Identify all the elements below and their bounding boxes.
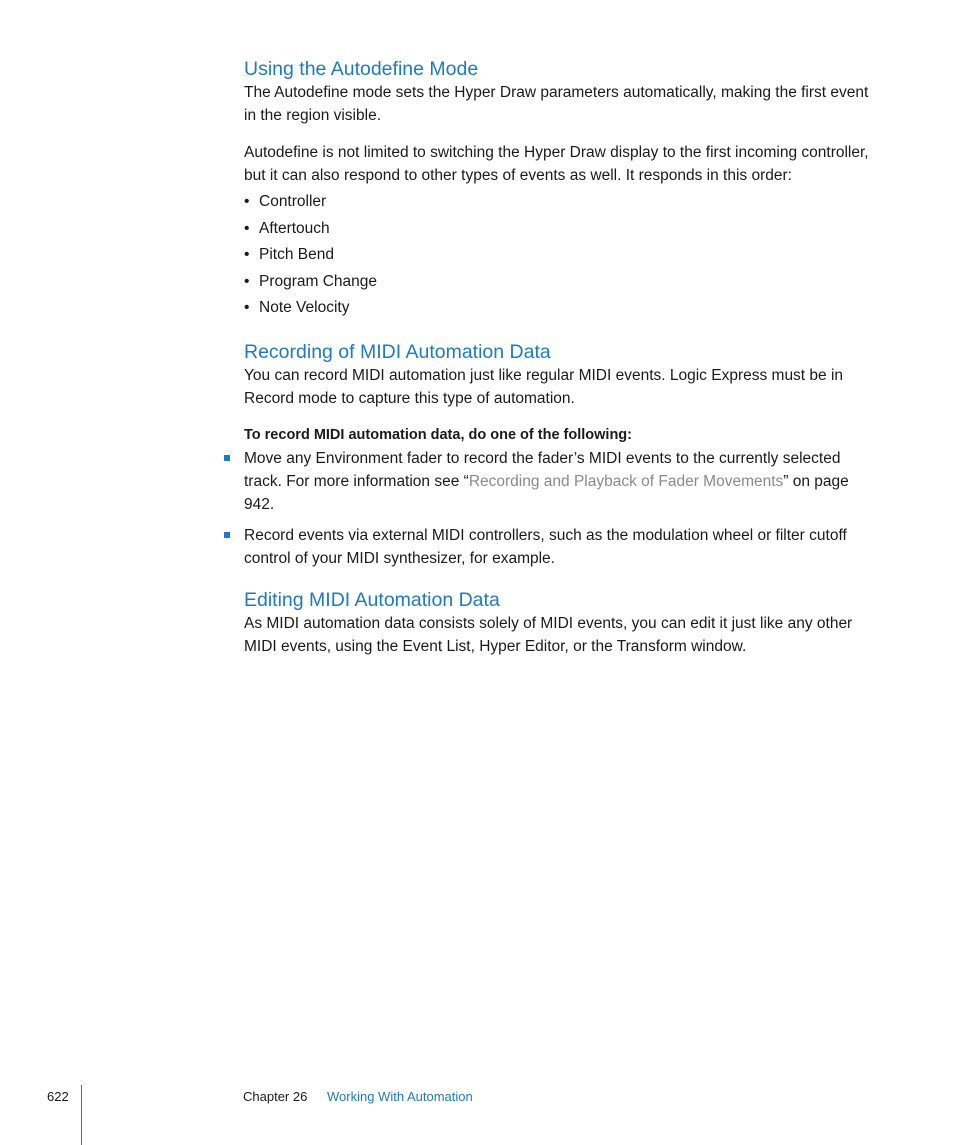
- bullet-list: [244, 189, 874, 322]
- list-item: Record events via external MIDI controllers, such as the modulation wheel or filter cutoff control of your MIDI synthesizer, for example.: [244, 524, 874, 570]
- footer-divider: [81, 1085, 82, 1145]
- square-bullet-icon: [224, 532, 230, 538]
- section-heading-editing: Editing MIDI Automation Data: [244, 588, 500, 611]
- page-number: 622: [47, 1089, 69, 1104]
- footer-chapter: Chapter 26: [243, 1089, 308, 1104]
- cross-reference-link[interactable]: Recording and Playback of Fader Movements: [468, 472, 784, 490]
- paragraph: As MIDI automation data consists solely of MIDI events, you can edit it just like any other MIDI events, using the Event List, Hyper Editor, or the Transform window.: [244, 614, 853, 655]
- page-content: [244, 57, 874, 658]
- section-heading-autodefine: Using the Autodefine Mode: [244, 58, 479, 80]
- list-item: • Note Velocity: [244, 299, 350, 316]
- footer-chapter-title: Working With Automation: [327, 1089, 473, 1104]
- list-item: • Program Change: [244, 272, 378, 290]
- task-list: [244, 447, 874, 570]
- list-item: Move any Environment fader to record the fader’s MIDI events to the currently selected track. For more information see “Recording and Playback of Fader Movements” on page 942.: [244, 447, 874, 516]
- list-item: • Aftertouch: [244, 219, 330, 237]
- square-bullet-icon: [224, 455, 230, 461]
- list-item: • Controller: [244, 193, 327, 210]
- paragraph: Autodefine is not limited to switching the Hyper Draw display to the first incoming controller, but it can also respond to other types of events as well. It responds in this order:: [244, 144, 869, 184]
- paragraph: The Autodefine mode sets the Hyper Draw parameters automatically, making the first event in the region visible.: [244, 84, 869, 124]
- task-heading: To record MIDI automation data, do one of the following:: [244, 426, 632, 443]
- paragraph: You can record MIDI automation just like regular MIDI events. Logic Express must be in Record mode to capture this type of automation.: [244, 366, 844, 407]
- section-heading-recording: Recording of MIDI Automation Data: [244, 340, 551, 363]
- list-item: • Pitch Bend: [244, 246, 334, 263]
